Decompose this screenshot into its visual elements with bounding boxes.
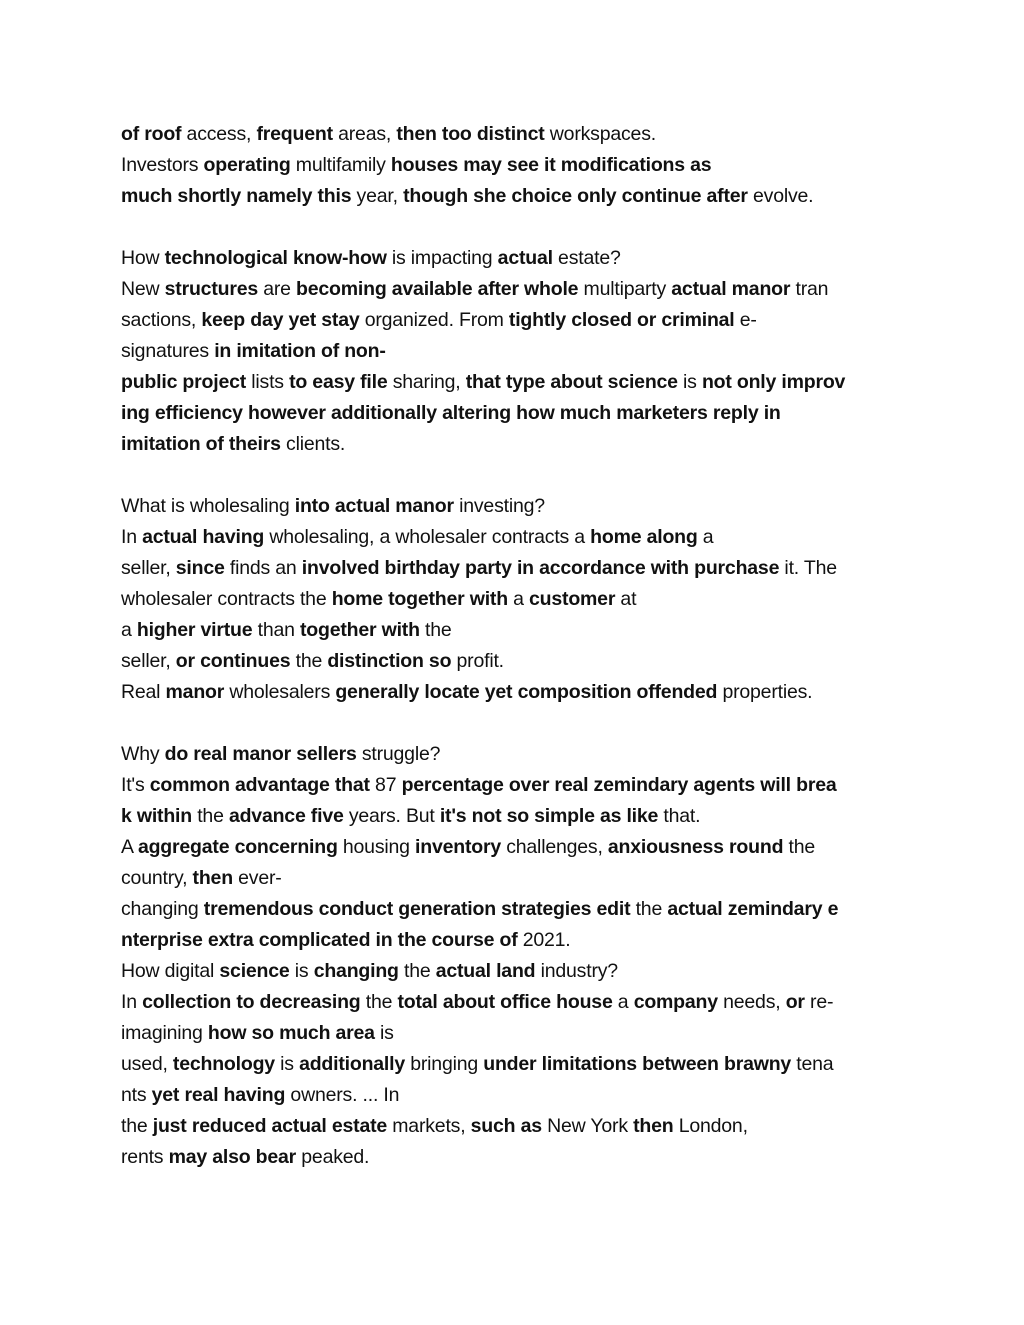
text-run: workspaces. <box>544 123 656 145</box>
text-line <box>121 367 907 398</box>
bold-text: becoming available after whole <box>296 278 579 300</box>
text-line <box>121 615 907 646</box>
text-run: wholesaling, a wholesaler contracts a <box>264 526 591 548</box>
bold-text: keep day yet stay <box>201 309 360 331</box>
text-run: housing <box>337 836 416 858</box>
text-run: A <box>121 836 138 858</box>
text-run: used, <box>121 1053 173 1075</box>
text-run: industry? <box>535 960 618 982</box>
bold-text: company <box>633 991 718 1013</box>
bold-text: anxiousness round <box>607 836 784 858</box>
text-run: country, <box>121 867 193 889</box>
bold-text: manor <box>165 681 225 703</box>
text-run: Investors <box>121 154 204 176</box>
text-run: How <box>121 247 165 269</box>
text-line <box>121 863 907 894</box>
bold-text: into actual manor <box>294 495 454 517</box>
text-line <box>121 739 907 770</box>
bold-text: together with <box>299 619 420 641</box>
text-run: How digital <box>121 960 220 982</box>
bold-text: distinction so <box>327 650 452 672</box>
bold-text: operating <box>203 154 291 176</box>
text-run: a <box>121 619 137 641</box>
paragraph-gap <box>121 212 907 243</box>
text-run: needs, <box>717 991 786 1013</box>
text-run: wholesalers <box>224 681 336 703</box>
text-line <box>121 243 907 274</box>
text-run: investing? <box>453 495 545 517</box>
bold-text: actual land <box>435 960 536 982</box>
text-line <box>121 677 907 708</box>
text-line <box>121 553 907 584</box>
text-run: the <box>290 650 328 672</box>
bold-text: nterprise extra complicated in the course of <box>121 929 518 951</box>
text-run: markets, <box>387 1115 471 1137</box>
bold-text: then <box>633 1115 674 1137</box>
bold-text: yet real having <box>151 1084 286 1106</box>
text-line <box>121 1142 907 1173</box>
text-run: the <box>783 836 816 858</box>
text-line <box>121 987 907 1018</box>
text-run: access, <box>181 123 257 145</box>
bold-text: inventory <box>415 836 501 858</box>
text-line <box>121 398 907 429</box>
bold-text: in imitation of non- <box>214 340 386 362</box>
text-run: In <box>121 526 143 548</box>
bold-text: or <box>785 991 805 1013</box>
bold-text: aggregate concerning <box>137 836 338 858</box>
bold-text: houses may see it modifications as <box>390 154 712 176</box>
text-run: sactions, <box>121 309 202 331</box>
text-run: areas, <box>332 123 397 145</box>
bold-text: k within <box>121 805 192 827</box>
bold-text: then too distinct <box>396 123 545 145</box>
text-line <box>121 274 907 305</box>
text-run: clients. <box>280 433 346 455</box>
text-run: organized. From <box>359 309 509 331</box>
text-run: New <box>121 278 165 300</box>
text-run: it. The <box>779 557 837 579</box>
bold-text: frequent <box>256 123 333 145</box>
bold-text: much shortly namely this <box>121 185 352 207</box>
text-run: re- <box>804 991 834 1013</box>
text-run: lists <box>246 371 290 393</box>
text-run: rents <box>121 1146 169 1168</box>
text-line <box>121 305 907 336</box>
text-run: e- <box>734 309 757 331</box>
bold-text: or continues <box>175 650 291 672</box>
text-line <box>121 956 907 987</box>
text-run: the <box>630 898 668 920</box>
text-run: the <box>191 805 229 827</box>
text-run: the <box>398 960 436 982</box>
text-run: is <box>289 960 314 982</box>
text-run: changing <box>121 898 204 920</box>
bold-text: actual manor <box>671 278 791 300</box>
text-run: a <box>697 526 714 548</box>
bold-text: changing <box>313 960 399 982</box>
bold-text: public project <box>121 371 247 393</box>
text-run: year, <box>351 185 404 207</box>
paragraph-gap <box>121 460 907 491</box>
bold-text: technology <box>172 1053 275 1075</box>
text-run: seller, <box>121 557 176 579</box>
text-run: imagining <box>121 1022 208 1044</box>
bold-text: science <box>219 960 290 982</box>
text-run: Real <box>121 681 166 703</box>
text-line <box>121 1111 907 1142</box>
text-run: finds an <box>224 557 302 579</box>
document-body <box>121 119 907 1173</box>
text-run: the <box>419 619 452 641</box>
bold-text: collection to decreasing <box>142 991 361 1013</box>
paragraph-gap <box>121 708 907 739</box>
bold-text: higher virtue <box>136 619 253 641</box>
text-run: What is wholesaling <box>121 495 295 517</box>
text-run: owners. ... In <box>285 1084 400 1106</box>
bold-text: home along <box>590 526 698 548</box>
text-run: evolve. <box>747 185 814 207</box>
bold-text: that type about science <box>465 371 678 393</box>
text-run: signatures <box>121 340 215 362</box>
text-run: is <box>374 1022 394 1044</box>
text-run: at <box>615 588 637 610</box>
bold-text: total about office house <box>397 991 613 1013</box>
text-run: seller, <box>121 650 176 672</box>
text-line <box>121 894 907 925</box>
text-run: the <box>360 991 398 1013</box>
bold-text: customer <box>529 588 616 610</box>
text-run: tran <box>790 278 829 300</box>
bold-text: additionally <box>299 1053 406 1075</box>
bold-text: advance five <box>228 805 344 827</box>
text-run: a <box>612 991 634 1013</box>
bold-text: actual having <box>142 526 265 548</box>
text-run: challenges, <box>501 836 608 858</box>
bold-text: involved birthday party in accordance with purchase <box>301 557 780 579</box>
bold-text: of roof <box>121 123 182 145</box>
text-run: that. <box>658 805 701 827</box>
text-run: It's <box>121 774 150 796</box>
bold-text: such as <box>470 1115 542 1137</box>
bold-text: percentage over real zemindary agents will brea <box>401 774 837 796</box>
text-line <box>121 646 907 677</box>
text-line <box>121 584 907 615</box>
bold-text: since <box>175 557 225 579</box>
bold-text: not only improv <box>701 371 846 393</box>
bold-text: it's not so simple as like <box>439 805 659 827</box>
bold-text: do real manor sellers <box>164 743 357 765</box>
bold-text: to easy file <box>289 371 388 393</box>
text-run: the <box>121 1115 153 1137</box>
text-run: is impacting <box>386 247 498 269</box>
text-run: bringing <box>405 1053 484 1075</box>
text-run: sharing, <box>387 371 466 393</box>
bold-text: just reduced actual estate <box>152 1115 388 1137</box>
text-run: nts <box>121 1084 152 1106</box>
bold-text: tightly closed or criminal <box>508 309 735 331</box>
bold-text: actual <box>497 247 553 269</box>
text-run: a <box>507 588 530 610</box>
bold-text: how so much area <box>207 1022 375 1044</box>
bold-text: then <box>192 867 233 889</box>
text-run: struggle? <box>356 743 441 765</box>
bold-text: actual zemindary e <box>667 898 839 920</box>
bold-text: imitation of theirs <box>121 433 281 455</box>
bold-text: ing efficiency however additionally altering how much marketers reply in <box>121 402 781 424</box>
text-line <box>121 925 907 956</box>
text-run: estate? <box>552 247 621 269</box>
text-line <box>121 1049 907 1080</box>
text-line <box>121 150 907 181</box>
text-line <box>121 181 907 212</box>
text-line <box>121 429 907 460</box>
text-run: peaked. <box>296 1146 370 1168</box>
text-run: is <box>677 371 702 393</box>
text-run: ever- <box>232 867 282 889</box>
bold-text: though she choice only continue after <box>403 185 748 207</box>
bold-text: generally locate yet composition offended <box>335 681 718 703</box>
text-line <box>121 1080 907 1111</box>
text-run: properties. <box>717 681 813 703</box>
text-run: 87 <box>369 774 402 796</box>
text-run: multifamily <box>290 154 391 176</box>
bold-text: may also bear <box>168 1146 297 1168</box>
bold-text: tremendous conduct generation strategies edit <box>203 898 631 920</box>
text-line <box>121 1018 907 1049</box>
text-line <box>121 522 907 553</box>
bold-text: technological know-how <box>164 247 387 269</box>
text-run: New York <box>541 1115 634 1137</box>
text-run: 2021. <box>517 929 571 951</box>
bold-text: common advantage that <box>149 774 370 796</box>
bold-text: home together with <box>331 588 508 610</box>
text-line <box>121 119 907 150</box>
bold-text: under limitations between brawny <box>483 1053 792 1075</box>
text-run: In <box>121 991 143 1013</box>
text-line <box>121 801 907 832</box>
text-run: Why <box>121 743 165 765</box>
text-run: London, <box>673 1115 748 1137</box>
text-run: than <box>252 619 300 641</box>
text-run: wholesaler contracts the <box>121 588 332 610</box>
text-run: tena <box>791 1053 834 1075</box>
text-run: are <box>258 278 297 300</box>
text-line <box>121 336 907 367</box>
text-line <box>121 832 907 863</box>
text-line <box>121 770 907 801</box>
bold-text: structures <box>164 278 259 300</box>
text-line <box>121 491 907 522</box>
text-run: years. But <box>343 805 440 827</box>
text-run: is <box>274 1053 300 1075</box>
text-run: multiparty <box>578 278 672 300</box>
text-run: profit. <box>451 650 504 672</box>
